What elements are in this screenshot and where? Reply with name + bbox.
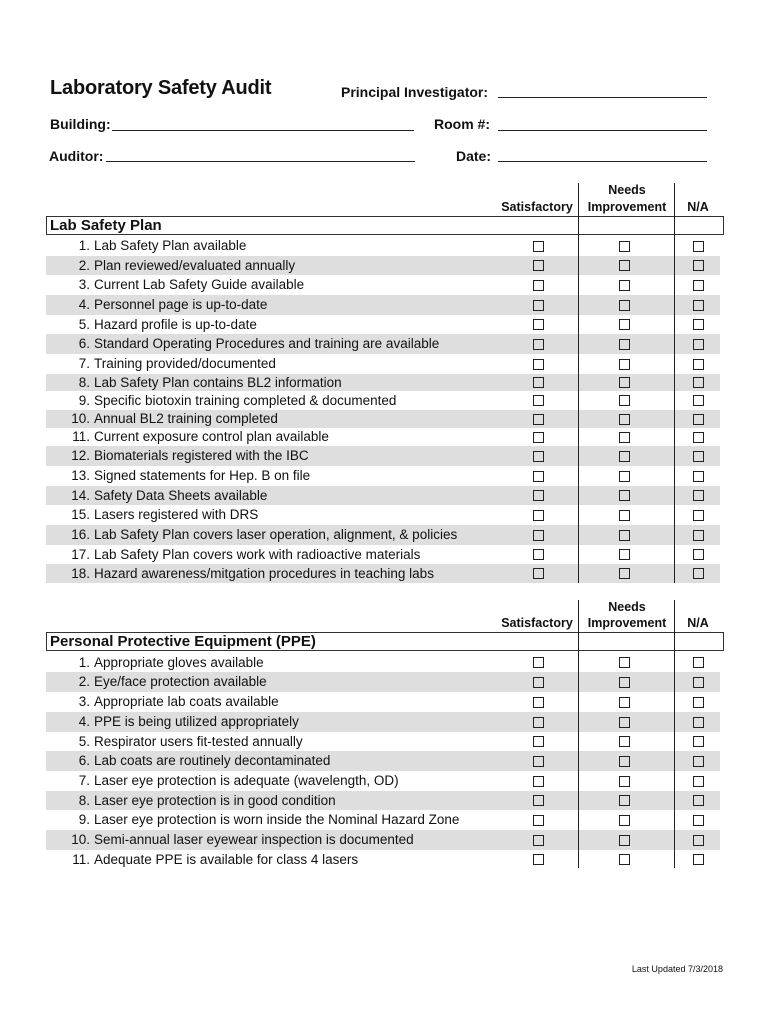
- col-na: N/A: [687, 200, 709, 214]
- item-number: 4.: [78, 714, 90, 729]
- principal-investigator-field[interactable]: [498, 97, 707, 98]
- col-na: N/A: [687, 616, 709, 630]
- building-label: Building:: [50, 116, 111, 132]
- satisfactory-checkbox[interactable]: [533, 530, 544, 541]
- item-text: Lab coats are routinely decontaminated: [94, 753, 331, 768]
- item-text: Eye/face protection available: [94, 674, 267, 689]
- satisfactory-checkbox[interactable]: [533, 568, 544, 579]
- item-text: Specific biotoxin training completed & documented: [94, 392, 397, 408]
- satisfactory-checkbox[interactable]: [533, 359, 544, 370]
- item-text: Lasers registered with DRS: [94, 507, 259, 522]
- item-text: Biomaterials registered with the IBC: [94, 448, 309, 463]
- item-text: Training provided/documented: [94, 356, 276, 371]
- na-checkbox[interactable]: [693, 414, 704, 425]
- date-field[interactable]: [498, 161, 707, 162]
- na-checkbox[interactable]: [693, 568, 704, 579]
- item-number: 8.: [78, 374, 90, 390]
- na-checkbox[interactable]: [693, 795, 704, 806]
- na-checkbox[interactable]: [693, 280, 704, 291]
- na-checkbox[interactable]: [693, 815, 704, 826]
- na-checkbox[interactable]: [693, 260, 704, 271]
- item-number: 9.: [78, 812, 90, 827]
- item-number: 9.: [78, 392, 90, 408]
- needs-improvement-checkbox[interactable]: [619, 339, 630, 350]
- needs-improvement-checkbox[interactable]: [619, 260, 630, 271]
- item-text: Lab Safety Plan contains BL2 information: [94, 374, 342, 390]
- item-text: Standard Operating Procedures and training are available: [94, 336, 440, 351]
- item-number: 2.: [78, 257, 90, 273]
- na-checkbox[interactable]: [693, 530, 704, 541]
- na-checkbox[interactable]: [693, 432, 704, 443]
- na-checkbox[interactable]: [693, 377, 704, 388]
- item-number: 6.: [78, 336, 90, 351]
- na-checkbox[interactable]: [693, 697, 704, 708]
- satisfactory-checkbox[interactable]: [533, 854, 544, 865]
- na-checkbox[interactable]: [693, 395, 704, 406]
- na-checkbox[interactable]: [693, 510, 704, 521]
- na-checkbox[interactable]: [693, 854, 704, 865]
- item-number: 14.: [71, 487, 90, 503]
- item-number: 5.: [78, 733, 90, 749]
- item-text: Laser eye protection is worn inside the Nominal Hazard Zone: [94, 812, 460, 827]
- item-text: Adequate PPE is available for class 4 lasers: [94, 851, 359, 867]
- needs-improvement-checkbox[interactable]: [619, 815, 630, 826]
- satisfactory-checkbox[interactable]: [533, 776, 544, 787]
- satisfactory-checkbox[interactable]: [533, 736, 544, 747]
- item-number: 6.: [78, 753, 90, 768]
- satisfactory-checkbox[interactable]: [533, 280, 544, 291]
- item-number: 3.: [78, 694, 90, 709]
- principal-investigator-label: Principal Investigator:: [341, 84, 489, 100]
- item-number: 12.: [71, 448, 90, 463]
- needs-improvement-checkbox[interactable]: [619, 677, 630, 688]
- needs-improvement-checkbox[interactable]: [619, 756, 630, 767]
- item-number: 15.: [71, 507, 90, 522]
- needs-improvement-checkbox[interactable]: [619, 395, 630, 406]
- needs-improvement-checkbox[interactable]: [619, 795, 630, 806]
- needs-improvement-checkbox[interactable]: [619, 414, 630, 425]
- needs-improvement-checkbox[interactable]: [619, 549, 630, 560]
- item-text: Lab Safety Plan covers laser operation, alignment, & policies: [94, 527, 458, 542]
- item-number: 18.: [71, 565, 90, 581]
- date-label: Date:: [456, 148, 492, 164]
- item-text: Appropriate lab coats available: [94, 694, 279, 709]
- needs-improvement-checkbox[interactable]: [619, 359, 630, 370]
- column-divider: [578, 183, 579, 583]
- needs-improvement-checkbox[interactable]: [619, 530, 630, 541]
- item-number: 8.: [78, 792, 90, 808]
- item-number: 11.: [72, 429, 90, 444]
- na-checkbox[interactable]: [693, 717, 704, 728]
- satisfactory-checkbox[interactable]: [533, 432, 544, 443]
- na-checkbox[interactable]: [693, 359, 704, 370]
- satisfactory-checkbox[interactable]: [533, 510, 544, 521]
- item-text: Laser eye protection is adequate (wavelength, OD): [94, 773, 399, 788]
- col-needs: Needs: [608, 183, 646, 197]
- needs-improvement-checkbox[interactable]: [619, 280, 630, 291]
- needs-improvement-checkbox[interactable]: [619, 736, 630, 747]
- section-title-ppe: Personal Protective Equipment (PPE): [46, 632, 724, 651]
- satisfactory-checkbox[interactable]: [533, 260, 544, 271]
- item-text: PPE is being utilized appropriately: [94, 714, 299, 729]
- building-field[interactable]: [112, 130, 414, 131]
- na-checkbox[interactable]: [693, 756, 704, 767]
- needs-improvement-checkbox[interactable]: [619, 377, 630, 388]
- item-text: Safety Data Sheets available: [94, 487, 268, 503]
- item-text: Personnel page is up-to-date: [94, 297, 268, 312]
- col-needs: Needs: [608, 600, 646, 614]
- satisfactory-checkbox[interactable]: [533, 300, 544, 311]
- na-checkbox[interactable]: [693, 835, 704, 846]
- satisfactory-checkbox[interactable]: [533, 319, 544, 330]
- item-text: Current exposure control plan available: [94, 429, 329, 444]
- satisfactory-checkbox[interactable]: [533, 395, 544, 406]
- column-divider: [674, 600, 675, 868]
- item-number: 1.: [78, 654, 90, 670]
- item-text: Hazard profile is up-to-date: [94, 316, 257, 332]
- needs-improvement-checkbox[interactable]: [619, 657, 630, 668]
- satisfactory-checkbox[interactable]: [533, 451, 544, 462]
- needs-improvement-checkbox[interactable]: [619, 776, 630, 787]
- needs-improvement-checkbox[interactable]: [619, 300, 630, 311]
- satisfactory-checkbox[interactable]: [533, 697, 544, 708]
- na-checkbox[interactable]: [693, 339, 704, 350]
- item-number: 5.: [78, 316, 90, 332]
- na-checkbox[interactable]: [693, 549, 704, 560]
- item-number: 1.: [78, 238, 90, 253]
- na-checkbox[interactable]: [693, 319, 704, 330]
- satisfactory-checkbox[interactable]: [533, 414, 544, 425]
- item-number: 17.: [71, 546, 90, 562]
- col-improvement: Improvement: [587, 616, 667, 630]
- item-number: 7.: [78, 773, 90, 788]
- auditor-field[interactable]: [106, 161, 415, 162]
- needs-improvement-checkbox[interactable]: [619, 568, 630, 579]
- item-text: Lab Safety Plan covers work with radioactive materials: [94, 546, 421, 562]
- na-checkbox[interactable]: [693, 677, 704, 688]
- needs-improvement-checkbox[interactable]: [619, 432, 630, 443]
- needs-improvement-checkbox[interactable]: [619, 241, 630, 252]
- item-number: 4.: [78, 297, 90, 312]
- needs-improvement-checkbox[interactable]: [619, 697, 630, 708]
- na-checkbox[interactable]: [693, 471, 704, 482]
- na-checkbox[interactable]: [693, 736, 704, 747]
- page-title: Laboratory Safety Audit: [50, 77, 272, 99]
- satisfactory-checkbox[interactable]: [533, 815, 544, 826]
- needs-improvement-checkbox[interactable]: [619, 471, 630, 482]
- na-checkbox[interactable]: [693, 300, 704, 311]
- room-field[interactable]: [498, 130, 707, 131]
- item-number: 11.: [72, 851, 90, 867]
- satisfactory-checkbox[interactable]: [533, 339, 544, 350]
- satisfactory-checkbox[interactable]: [533, 657, 544, 668]
- item-text: Respirator users fit-tested annually: [94, 733, 303, 749]
- col-satisfactory: Satisfactory: [501, 200, 573, 214]
- needs-improvement-checkbox[interactable]: [619, 319, 630, 330]
- item-number: 10.: [71, 832, 90, 847]
- needs-improvement-checkbox[interactable]: [619, 835, 630, 846]
- na-checkbox[interactable]: [693, 776, 704, 787]
- satisfactory-checkbox[interactable]: [533, 471, 544, 482]
- needs-improvement-checkbox[interactable]: [619, 510, 630, 521]
- needs-improvement-checkbox[interactable]: [619, 451, 630, 462]
- col-improvement: Improvement: [587, 200, 667, 214]
- column-divider: [674, 183, 675, 583]
- satisfactory-checkbox[interactable]: [533, 717, 544, 728]
- na-checkbox[interactable]: [693, 241, 704, 252]
- col-satisfactory: Satisfactory: [501, 616, 573, 630]
- na-checkbox[interactable]: [693, 490, 704, 501]
- satisfactory-checkbox[interactable]: [533, 835, 544, 846]
- item-number: 7.: [78, 356, 90, 371]
- needs-improvement-checkbox[interactable]: [619, 854, 630, 865]
- item-text: Laser eye protection is in good condition: [94, 792, 336, 808]
- item-text: Signed statements for Hep. B on file: [94, 468, 311, 483]
- needs-improvement-checkbox[interactable]: [619, 490, 630, 501]
- satisfactory-checkbox[interactable]: [533, 377, 544, 388]
- section-title-lab-safety-plan: Lab Safety Plan: [46, 216, 724, 235]
- satisfactory-checkbox[interactable]: [533, 795, 544, 806]
- item-number: 16.: [71, 527, 90, 542]
- last-updated: Last Updated 7/3/2018: [631, 964, 723, 974]
- item-text: Annual BL2 training completed: [94, 411, 278, 426]
- satisfactory-checkbox[interactable]: [533, 549, 544, 560]
- satisfactory-checkbox[interactable]: [533, 677, 544, 688]
- item-text: Hazard awareness/mitgation procedures in teaching labs: [94, 565, 434, 581]
- column-divider: [578, 600, 579, 868]
- item-number: 10.: [71, 411, 90, 426]
- na-checkbox[interactable]: [693, 451, 704, 462]
- satisfactory-checkbox[interactable]: [533, 490, 544, 501]
- item-text: Plan reviewed/evaluated annually: [94, 257, 296, 273]
- item-number: 2.: [78, 674, 90, 689]
- satisfactory-checkbox[interactable]: [533, 241, 544, 252]
- item-text: Appropriate gloves available: [94, 654, 264, 670]
- item-number: 13.: [71, 468, 90, 483]
- item-text: Semi-annual laser eyewear inspection is documented: [94, 832, 414, 847]
- item-text: Current Lab Safety Guide available: [94, 277, 305, 292]
- needs-improvement-checkbox[interactable]: [619, 717, 630, 728]
- satisfactory-checkbox[interactable]: [533, 756, 544, 767]
- item-number: 3.: [78, 277, 90, 292]
- room-label: Room #:: [434, 116, 490, 132]
- auditor-label: Auditor:: [49, 148, 104, 164]
- na-checkbox[interactable]: [693, 657, 704, 668]
- item-text: Lab Safety Plan available: [94, 238, 247, 253]
